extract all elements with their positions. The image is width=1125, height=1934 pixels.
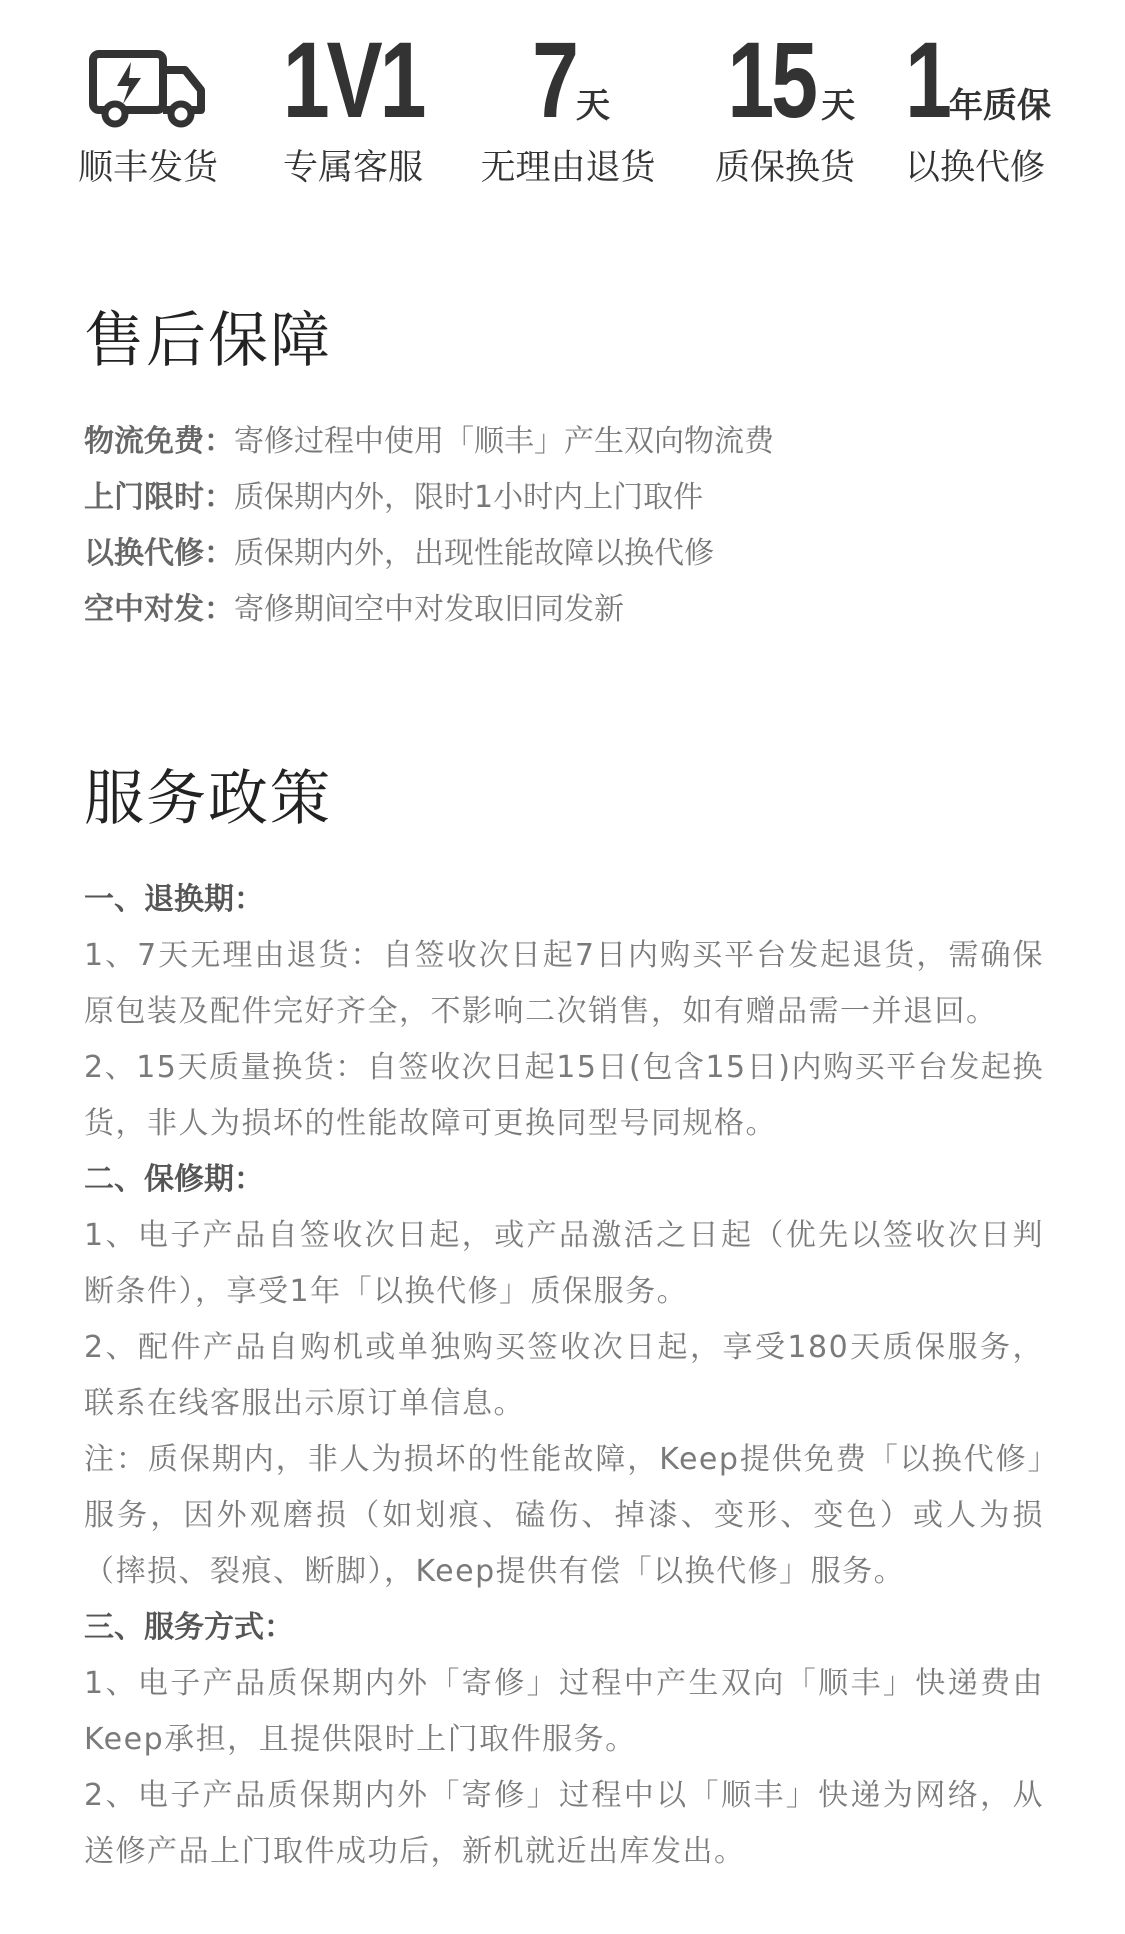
policy-paragraph: 2、15天质量换货：自签收次日起15日(包含15日)内购买平台发起换货，非人为损坏的性能故障可更换同型号同规格。 [84, 1050, 1044, 1141]
badge-number: 7 [532, 19, 576, 140]
lightning-truck-icon [78, 28, 218, 128]
item-value: 寄修过程中使用「顺丰」产生双向物流费 [234, 424, 774, 459]
badge-shunfeng [78, 28, 218, 198]
policy-body [84, 872, 1044, 1880]
badge-caption: 以换代修 [904, 148, 1045, 188]
badge-caption: 专属客服 [282, 148, 423, 188]
list-item [84, 526, 1044, 582]
policy-heading: 二、保修期： [84, 1162, 264, 1197]
badge-number: 1V1 [282, 19, 424, 140]
badge-1-year [890, 19, 1060, 198]
list-item [84, 582, 1044, 638]
item-value: 质保期内外，出现性能故障以换代修 [234, 536, 714, 571]
item-key: 以换代修： [84, 536, 234, 571]
policy-title: 服务政策 [84, 764, 332, 834]
policy-heading: 三、服务方式： [84, 1610, 294, 1645]
policy-paragraph: 注：质保期内，非人为损坏的性能故障，Keep提供免费「以换代修」服务，因外观磨损（如划痕、磕伤、掉漆、变形、变色）或人为损（摔损、裂痕、断脚），Keep提供有偿「以换代修」服务。 [84, 1442, 1044, 1589]
badge-number: 15 [727, 19, 815, 140]
badge-number: 1 [905, 19, 949, 140]
item-key: 上门限时： [84, 480, 234, 515]
list-item [84, 414, 1044, 470]
item-value: 质保期内外，限时1小时内上门取件 [234, 480, 704, 515]
policy-paragraph: 1、电子产品自签收次日起，或产品激活之日起（优先以签收次日判断条件），享受1年「以换代修」质保服务。 [84, 1218, 1044, 1309]
policy-paragraph: 2、电子产品质保期内外「寄修」过程中以「顺丰」快递为网络，从送修产品上门取件成功后，新机就近出库发出。 [84, 1778, 1044, 1869]
after-sales-title: 售后保障 [84, 306, 332, 376]
badge-caption: 顺丰发货 [78, 148, 219, 188]
badge-1v1 [268, 19, 438, 198]
policy-paragraph: 2、配件产品自购机或单独购买签收次日起，享受180天质保服务，联系在线客服出示原订单信息。 [84, 1330, 1044, 1421]
policy-heading: 一、退换期： [84, 882, 264, 917]
policy-paragraph: 1、7天无理由退货：自签收次日起7日内购买平台发起退货，需确保原包装及配件完好齐全，不影响二次销售，如有赠品需一并退回。 [84, 938, 1044, 1029]
policy-paragraph: 1、电子产品质保期内外「寄修」过程中产生双向「顺丰」快递费由Keep承担，且提供限时上门取件服务。 [84, 1666, 1044, 1757]
item-key: 空中对发： [84, 592, 234, 627]
item-key: 物流免费： [84, 424, 234, 459]
after-sales-list [84, 414, 1044, 638]
badge-caption: 质保换货 [714, 148, 855, 188]
badge-caption: 无理由退货 [480, 148, 656, 188]
badge-7-days [468, 19, 668, 198]
service-badges [0, 0, 1125, 200]
item-value: 寄修期间空中对发取旧同发新 [234, 592, 624, 627]
badge-unit: 天 [576, 86, 611, 126]
badge-unit: 年质保 [949, 86, 1052, 126]
badge-15-days [700, 19, 870, 198]
list-item [84, 470, 1044, 526]
badge-unit: 天 [821, 86, 856, 126]
